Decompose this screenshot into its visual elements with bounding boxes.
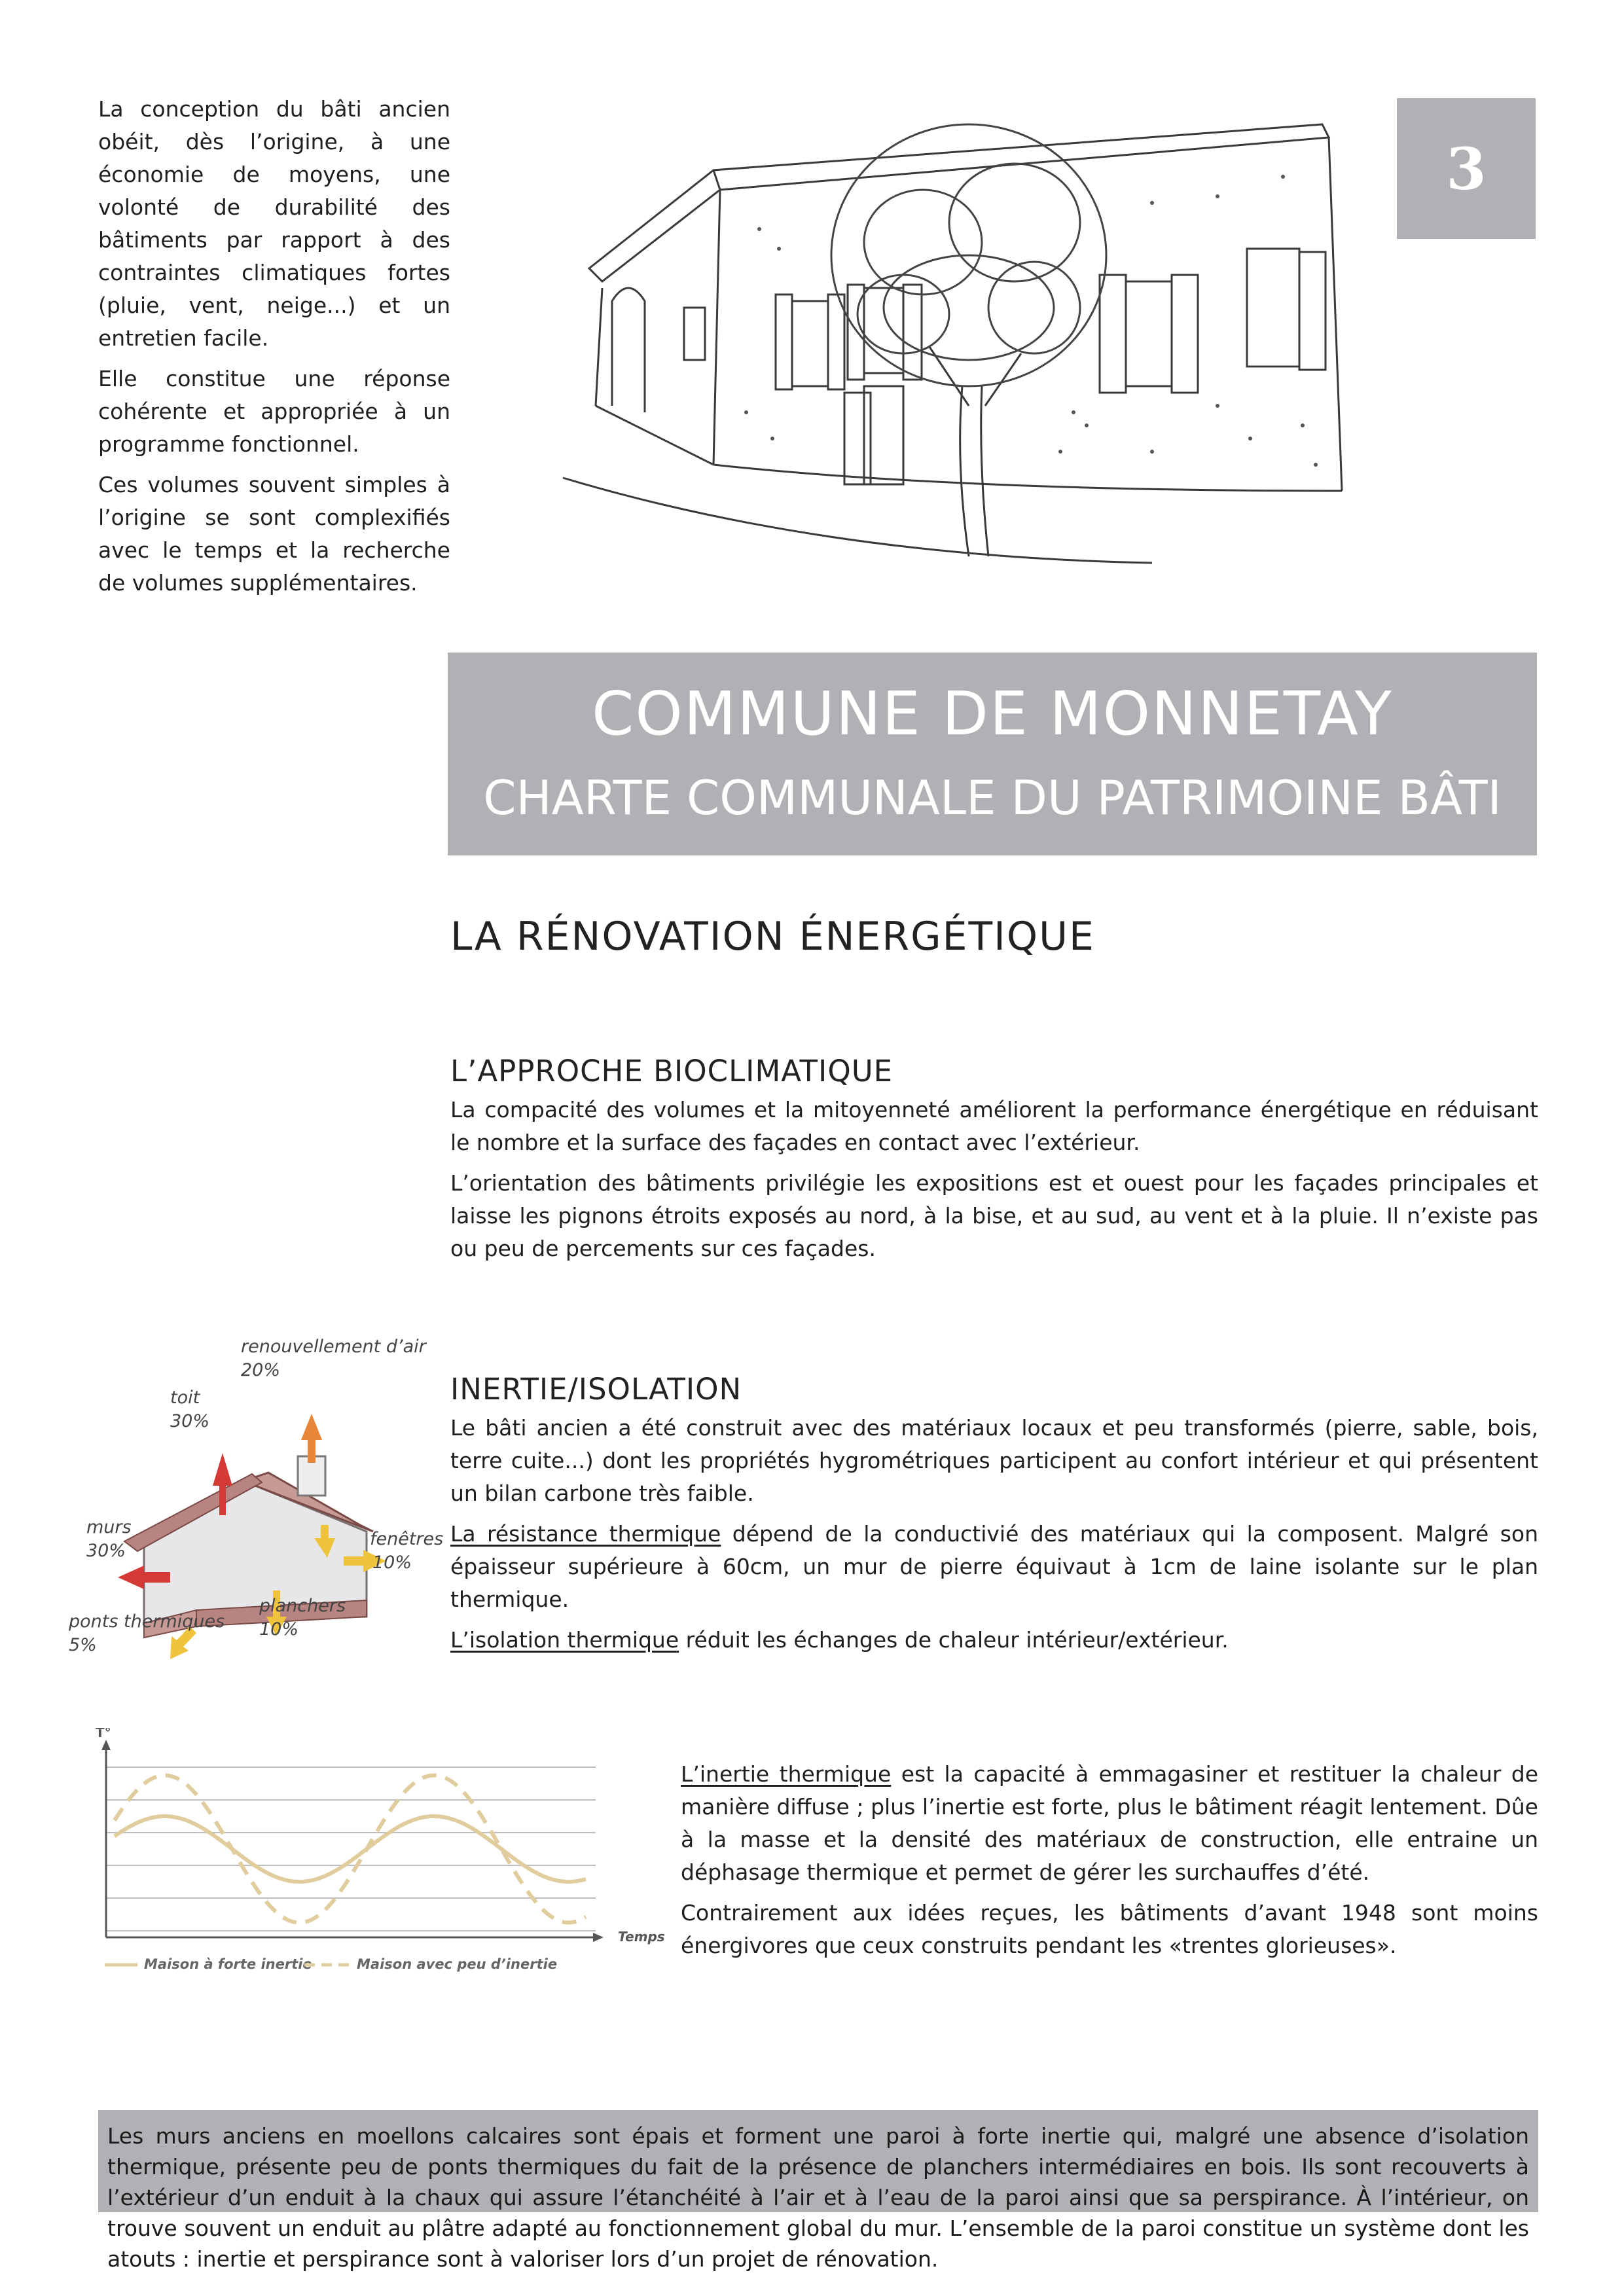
resistance-text: dépend de la conductivié des matériaux qui la composent. Malgré son épaisseur supérieure à 60cm, un mur de pierre équivaut à 1cm de laine isolante sur le plan thermique.: [450, 1521, 1538, 1612]
inertia-paragraph: [450, 1518, 1538, 1616]
banner-title: COMMUNE DE MONNETAY: [592, 679, 1393, 749]
thermal-inertia-paragraph: Contrairement aux idées reçues, les bâtiments d’avant 1948 sont moins énergivores que ceux construits pendant les «trentes glorieuses».: [681, 1900, 1538, 1958]
title-banner: [448, 653, 1537, 855]
y-axis-label: T°: [96, 1728, 111, 1740]
thermal-inertia-paragraph: [681, 1758, 1538, 1889]
inertia-paragraph: [450, 1624, 1538, 1657]
inertia-section: [450, 1372, 1538, 1664]
bioclimatic-heading: L’APPROCHE BIOCLIMATIQUE: [450, 1054, 893, 1088]
renewal-label: renouvellement d’air 20%: [241, 1336, 426, 1380]
isolation-text: réduit les échanges de chaleur intérieur/extérieur.: [679, 1627, 1229, 1653]
bioclimatic-section: [450, 1054, 1538, 1273]
inertia-paragraph: Le bâti ancien a été construit avec des matériaux locaux et peu transformés (pierre, sable, bois, terre cuite...) dont les propriétés hygrométriques participent au confort intérieur et qui présentent un bilan carbone très faible.: [450, 1415, 1538, 1506]
legend-label: Maison avec peu d’inertie: [357, 1956, 558, 1972]
x-axis-label: Temps: [618, 1929, 665, 1945]
intro-text: [98, 93, 450, 607]
walls-label: murs 30%: [86, 1517, 132, 1561]
thermal-inertia-text: [681, 1758, 1538, 1970]
intro-paragraph: La conception du bâti ancien obéit, dès l’origine, à une économie de moyens, une volonté de durabilité des bâtiments par rapport à des contraintes climatiques fortes (pluie, vent, neige...) et un entretien facile.: [98, 96, 450, 351]
floors-label: planchers 10%: [259, 1596, 346, 1640]
legend-label: Maison à forte inertie: [144, 1956, 312, 1972]
roof-label: toit 30%: [170, 1388, 210, 1431]
inertia-heading: INERTIE/ISOLATION: [450, 1372, 742, 1407]
intro-paragraph: Ces volumes souvent simples à l’origine se sont complexifiés avec le temps et la recherche de volumes supplémentaires.: [98, 472, 450, 596]
bioclimatic-paragraph: L’orientation des bâtiments privilégie les expositions est et ouest pour les façades principales et laisse les pignons étroits exposés au nord, à la bise, et au sud, au vent et à la pluie. Il n’existe pas ou peu de percements sur ces façades.: [450, 1170, 1538, 1261]
banner-subtitle: CHARTE COMMUNALE DU PATRIMOINE BÂTI: [483, 770, 1502, 825]
y-axis-arrow-icon: [101, 1740, 111, 1750]
x-axis-arrow-icon: [593, 1933, 604, 1942]
section-heading: LA RÉNOVATION ÉNERGÉTIQUE: [450, 914, 1095, 960]
inertia-term: L’inertie thermique: [681, 1761, 892, 1787]
summary-note-text: Les murs anciens en moellons calcaires sont épais et forment une paroi à forte inertie qui, malgré une absence d’isolation thermique, présente peu de ponts thermiques du fait de la présence de planchers intermédiaires en bois. Ils sont recouverts à l’extérieur d’un enduit à la chaux qui assure l’étanchéité à l’air et à l’eau de la paroi ainsi que sa perspirance. À l’intérieur, on trouve souvent un enduit au plâtre adapté au fonctionnement global du mur. L’ensemble de la paroi constitue un système dont les atouts : inertie et perspirance sont à valoriser lors d’un projet de rénovation.: [107, 2123, 1529, 2272]
inertia-chart: [92, 1728, 668, 1990]
windows-label: fenêtres 10%: [370, 1529, 444, 1573]
resistance-term: La résistance thermique: [450, 1521, 721, 1547]
summary-note-box: [98, 2110, 1538, 2272]
chart-grid: [106, 1767, 596, 1931]
bioclimatic-paragraph: La compacité des volumes et la mitoyenneté améliorent la performance énergétique en réduisant le nombre et la surface des façades en contact avec l’extérieur.: [450, 1097, 1538, 1155]
bridges-label: ponts thermiques 5%: [69, 1611, 225, 1655]
isolation-term: L’isolation thermique: [450, 1627, 679, 1653]
house-sketch-illustration: [497, 98, 1375, 569]
intro-paragraph: Elle constitue une réponse cohérente et appropriée à un programme fonctionnel.: [98, 366, 450, 457]
inertia-definition: est la capacité à emmagasiner et restituer la chaleur de manière diffuse ; plus l’inertie est forte, plus le bâtiment réagit lentement. Dûe à la masse et la densité des matériaux de construction, elle entraine un déphasage thermique et permet de gérer les surchauffes d’été.: [681, 1761, 1538, 1885]
series-line-low-inertia: [115, 1776, 586, 1923]
page-number-badge: 3: [1397, 98, 1536, 239]
